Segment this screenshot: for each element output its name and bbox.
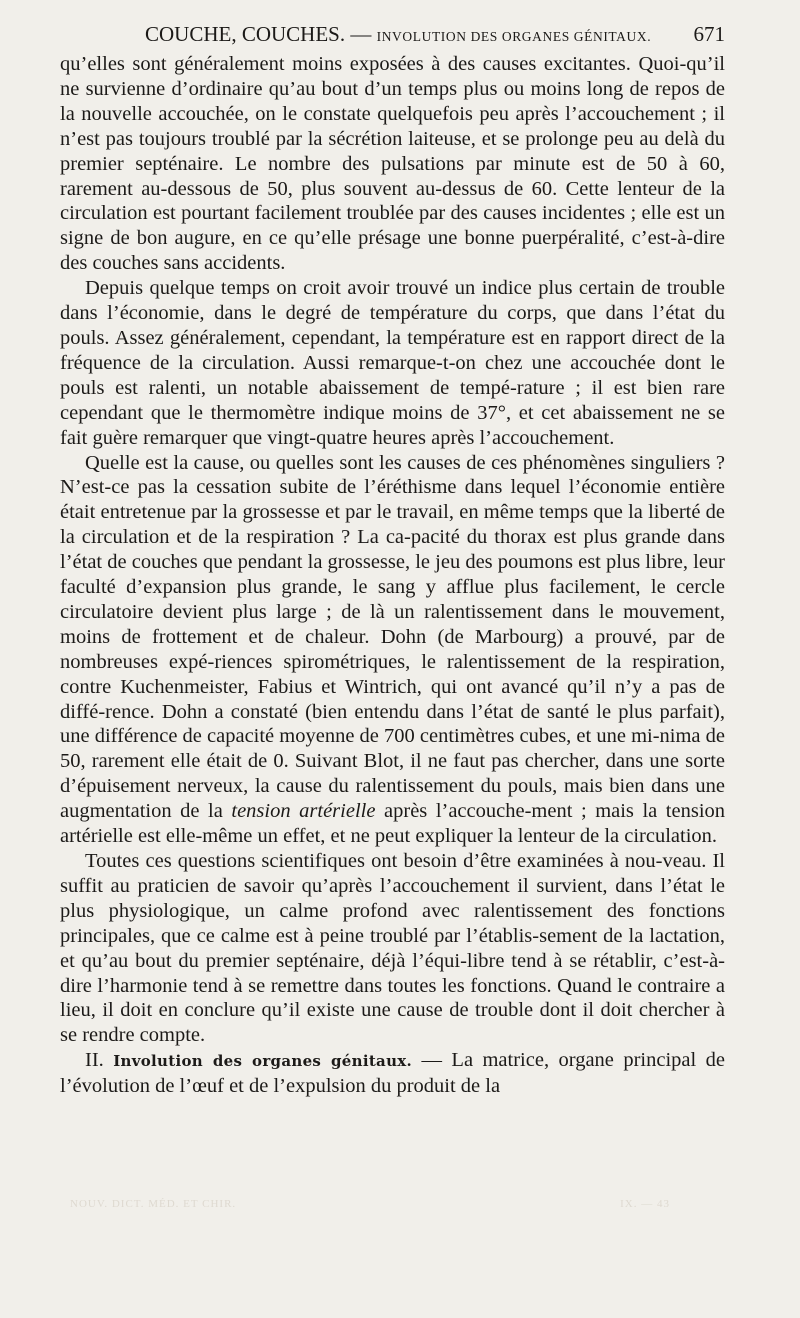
paragraph-3	[60, 451, 725, 850]
header-left	[145, 18, 651, 53]
bleed-through-footer	[70, 1198, 670, 1216]
footer-ghost-right: IX. — 43	[620, 1198, 670, 1210]
running-title: COUCHE, COUCHES.	[145, 22, 346, 46]
footer-ghost-left: NOUV. DICT. MÉD. ET CHIR.	[70, 1198, 237, 1210]
section-heading-paragraph	[60, 1048, 725, 1099]
header-dash: —	[350, 22, 372, 46]
paragraph-1: qu’elles sont généralement moins exposées à des causes excitantes. Quoi-qu’il ne survienne d’ordinaire qu’au bout d’un temps plus ou moins long de repos de la nouvelle accouchée, on le constate quelquefois peu après l’accouchement ; il n’est pas toujours troublé par la sécrétion laiteuse, et se prolonge peu au delà du premier septénaire. Le nombre des pulsations par minute est de 50 à 60, rarement au-dessous de 50, plus souvent au-dessus de 60. Cette lenteur de la circulation est pourtant facilement troublée par des causes incidentes ; elle est un signe de bon augure, en ce qu’elle présage une bonne puerpéralité, c’est-à-dire des couches sans accidents.	[60, 53, 725, 275]
section-dash: —	[421, 1049, 442, 1072]
section-title: Involution des organes génitaux.	[113, 1052, 413, 1071]
page-number: 671	[693, 22, 725, 46]
paragraph-3-text: Quelle est la cause, ou quelles sont les causes de ces phénomènes singuliers ? N’est-ce pas la cessation subite de l’éréthisme dans lequel l’économie entière était entretenue par la grossesse et par le travail, en même temps que la liberté de la circulation et de la respiration ? La ca-pacité du thorax est plus grande dans l’état de couches que pendant la grossesse, le jeu des poumons est plus libre, leur faculté d’expansion plus grande, le sang y afflue plus facilement, le cercle circulatoire devient plus large ; de là un ralentissement dans le mouvement, moins de frottement et de chaleur. Dohn (de Marbourg) a prouvé, par de nombreuses expé-riences spirométriques, le ralentissement de la respiration, contre Kuchenmeister, Fabius et Wintrich, qui ont avancé qu’il n’y a pas de diffé-rence. Dohn a constaté (bien entendu dans l’état de santé le plus parfait), une différence de capacité moyenne de 700 centimètres cubes, et une mi-nima de 50, rarement elle était de 0. Suivant Blot, il ne faut pas chercher, dans une sorte d’épuisement nerveux, la cause du ralentissement du pouls, mais bien dans une augmentation de la	[60, 451, 726, 823]
italic-term: tension artérielle	[231, 800, 376, 823]
section-running-title: INVOLUTION DES ORGANES GÉNITAUX.	[376, 29, 652, 44]
paragraph-4: Toutes ces questions scientifiques ont besoin d’être examinées à nou-veau. Il suffit au praticien de savoir qu’après l’accouchement il survient, dans l’état le plus physiologique, un calme profond avec ralentissement des fonctions principales, que ce calme est à peine troublé par l’établis-sement de la lactation, et qu’au bout du premier septénaire, déjà l’équi-libre tend à se rétablir, c’est-à-dire l’harmonie tend à se remettre dans toutes les fonctions. Quand le contraire a lieu, il doit en conclure qu’il existe une cause de trouble dont il doit chercher à se rendre compte.	[60, 850, 725, 1047]
section-number: II.	[85, 1049, 104, 1072]
section-text: La matrice, organe principal de l’évolution de l’œuf et de l’expulsion du produit de la	[60, 1049, 725, 1098]
body-text	[60, 52, 725, 1099]
running-header	[60, 18, 725, 50]
paragraph-3-end: après l’accouche-ment ; mais la tension artérielle est elle-même un effet, et ne peut expliquer la lenteur de la circulation.	[60, 800, 726, 848]
paragraph-2: Depuis quelque temps on croit avoir trouvé un indice plus certain de trouble dans l’économie, dans le degré de température du corps, que dans l’état du pouls. Assez généralement, cependant, la température est en rapport direct de la fréquence de la circulation. Aussi remarque-t-on chez une accouchée dont le pouls est ralenti, un notable abaissement de tempé-rature ; il est bien rare cependant que le thermomètre indique moins de 37°, et cet abaissement ne se fait guère remarquer que vingt-quatre heures après l’accouchement.	[60, 277, 725, 449]
